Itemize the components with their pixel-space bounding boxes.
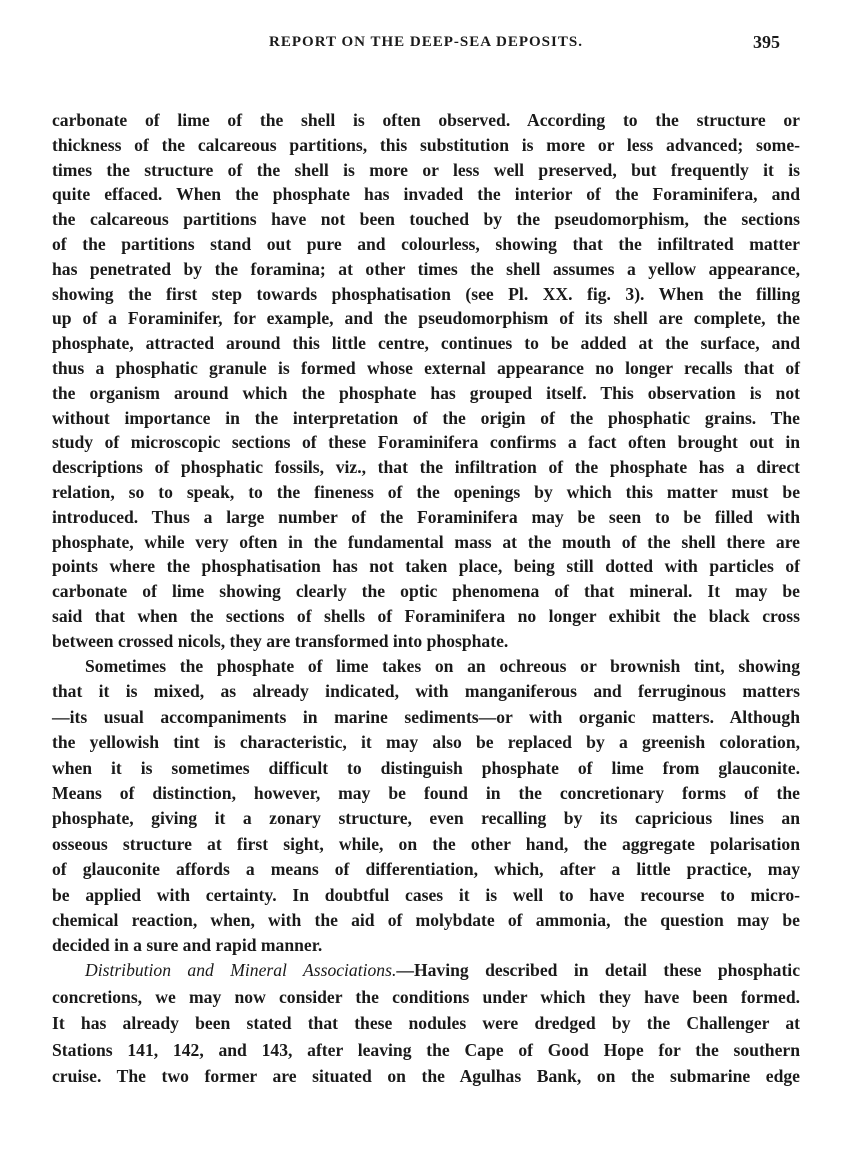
text-line: the yellowish tint is characteristic, it may also be replaced by a greenish coloration,: [52, 732, 800, 753]
text-line: without importance in the interpretation of the origin of the phosphatic grains. The: [52, 407, 800, 428]
text-line: phosphate, attracted around this little centre, continues to be added at the surface, and: [52, 333, 800, 354]
paragraph-1: [52, 108, 800, 654]
page-number: 395: [753, 32, 780, 52]
text-line: Sometimes the phosphate of lime takes on an ochreous or brownish tint, showing: [85, 656, 800, 676]
text-line: Stations 141, 142, and 143, after leaving the Cape of Good Hope for the southern: [52, 1039, 800, 1060]
paragraph-2: [52, 654, 800, 959]
text-line: study of microscopic sections of these Foraminifera confirms a fact often brought out in: [52, 432, 800, 453]
section-heading: Distribution and Mineral Associations.: [85, 960, 397, 980]
text-line-content: —Having described in detail these phosphatic: [396, 960, 801, 980]
text-line: up of a Foraminifer, for example, and the pseudomorphism of its shell are complete, the: [52, 308, 800, 329]
text-line: phosphate, giving it a zonary structure, even recalling by its capricious lines an: [52, 808, 800, 829]
text-line: chemical reaction, when, with the aid of molybdate of ammonia, the question may be: [52, 909, 800, 930]
text-line: decided in a sure and rapid manner.: [52, 935, 323, 956]
text-line: cruise. The two former are situated on the Agulhas Bank, on the submarine edge: [52, 1066, 800, 1086]
text-line: —its usual accompaniments in marine sediments—or with organic matters. Although: [52, 706, 800, 727]
text-line: when it is sometimes difficult to distinguish phosphate of lime from glauconite.: [52, 757, 800, 778]
text-line: phosphate, while very often in the fundamental mass at the mouth of the shell there are: [52, 531, 800, 552]
text-line: of glauconite affords a means of differentiation, which, after a little practice, may: [52, 859, 800, 880]
text-line: quite effaced. When the phosphate has invaded the interior of the Foraminifera, and: [52, 184, 800, 205]
text-line: the organism around which the phosphate has grouped itself. This observation is not: [52, 382, 800, 403]
text-line: concretions, we may now consider the conditions under which they have been formed.: [52, 986, 800, 1007]
text-line: Means of distinction, however, may be found in the concretionary forms of the: [52, 782, 800, 803]
text-line: [52, 957, 800, 984]
text-line: carbonate of lime of the shell is often observed. According to the structure or: [52, 110, 800, 130]
text-line: carbonate of lime showing clearly the optic phenomena of that mineral. It may be: [52, 581, 800, 602]
text-line: thickness of the calcareous partitions, this substitution is more or less advanced; some-: [52, 134, 800, 155]
running-header: [52, 34, 800, 58]
header-title: REPORT ON THE DEEP-SEA DEPOSITS.: [269, 34, 583, 50]
text-line: said that when the sections of shells of Foraminifera no longer exhibit the black cross: [52, 605, 800, 626]
text-line: that it is mixed, as already indicated, with manganiferous and ferruginous matters: [52, 681, 800, 702]
text-line: times the structure of the shell is more or less well preserved, but frequently it is: [52, 159, 800, 180]
text-line: of the partitions stand out pure and colourless, showing that the infiltrated matter: [52, 233, 800, 254]
text-line: the calcareous partitions have not been touched by the pseudomorphism, the sections: [52, 209, 800, 230]
text-line: has penetrated by the foramina; at other times the shell assumes a yellow appearance,: [52, 258, 800, 279]
paragraph-3: [52, 957, 800, 1090]
text-line: It has already been stated that these nodules were dredged by the Challenger at: [52, 1013, 800, 1033]
text-line: descriptions of phosphatic fossils, viz., that the infiltration of the phosphate has a direct: [52, 457, 800, 478]
text-line: thus a phosphatic granule is formed whose external appearance no longer recalls that of: [52, 357, 800, 378]
text-line: showing the first step towards phosphatisation (see Pl. XX. fig. 3). When the filling: [52, 283, 800, 304]
text-line: between crossed nicols, they are transformed into phosphate.: [52, 630, 509, 651]
text-line: relation, so to speak, to the fineness of the openings by which this matter must be: [52, 481, 800, 502]
text-line: be applied with certainty. In doubtful cases it is well to have recourse to micro-: [52, 884, 800, 905]
text-line: osseous structure at first sight, while, on the other hand, the aggregate polarisation: [52, 833, 800, 854]
text-line: points where the phosphatisation has not taken place, being still dotted with particles of: [52, 556, 800, 577]
text-line: introduced. Thus a large number of the Foraminifera may be seen to be filled with: [52, 506, 800, 527]
